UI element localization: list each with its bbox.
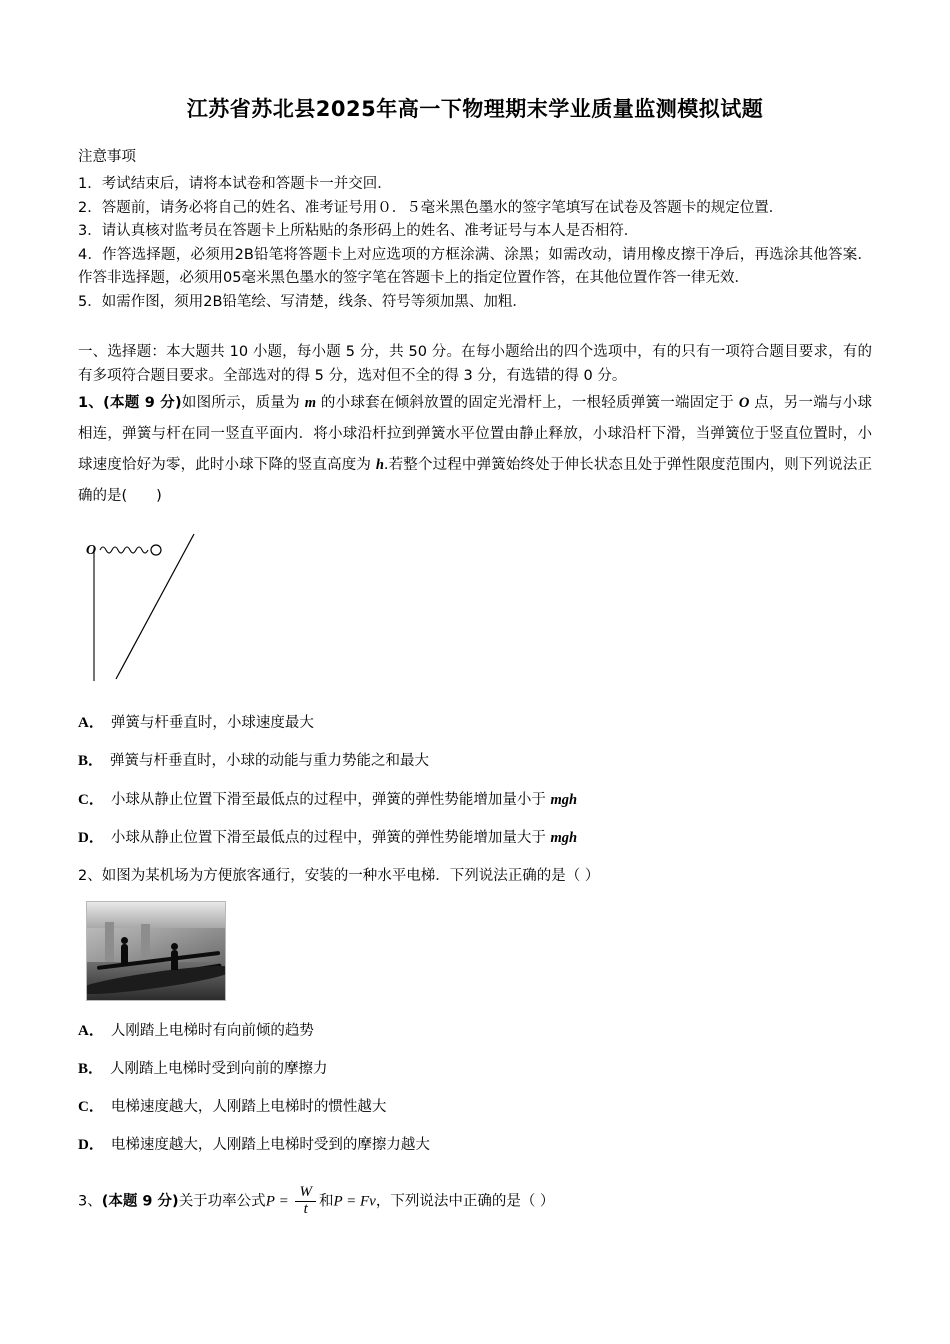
section-one-instructions: 一、选择题：本大题共 10 小题，每小题 5 分，共 50 分。在每小题给出的四个选项中，有的只有一项符合题目要求，有的有多项符合题目要求。全部选对的得 5 分，选对但不全的得 3 分，有选错的得 0 分。: [78, 344, 872, 385]
question-2-option-d: D． 电梯速度越大，人刚踏上电梯时受到的摩擦力越大: [78, 1137, 430, 1154]
question-1-number: 1、: [78, 395, 104, 412]
origin-label: O: [86, 543, 97, 559]
question-2-option-b: B． 人刚踏上电梯时受到向前的摩擦力: [78, 1060, 328, 1077]
question-2-option-a: A． 人刚踏上电梯时有向前倾的趋势: [78, 1022, 314, 1039]
moving-walkway-photo: [86, 901, 226, 1001]
notice-line: 3．请认真核对监考员在答题卡上所粘贴的条形码上的姓名、准考证号与本人是否相符．: [78, 223, 639, 240]
inclined-rod-spring-figure: [86, 529, 236, 689]
power-formula-1: P = $\frac{W}{t}$: [266, 1185, 319, 1218]
question-3-stem: 3、(本题 9 分)关于功率公式P = $\frac{W}{t}$ 和P = Fv，下列说法中正确的是（ ）: [78, 1184, 555, 1218]
notice-line: 2．答题前，请务必将自己的姓名、准考证号用０．５毫米黑色墨水的签字笔填写在试卷及答题卡的规定位置．: [78, 199, 784, 216]
notice-line: 1．考试结束后，请将本试卷和答题卡一并交回．: [78, 176, 392, 193]
page-title: 江苏省苏北县2025年高一下物理期末学业质量监测模拟试题: [186, 97, 764, 121]
question-1-mark: (本题 9 分): [103, 395, 182, 412]
person-head: [171, 943, 178, 950]
question-1-option-c: C． 小球从静止位置下滑至最低点的过程中，弹簧的弹性势能增加量小于 mgh: [78, 791, 578, 808]
question-2-number: 2、: [78, 868, 102, 885]
fraction: $\frac{W}{t}$: [295, 1185, 316, 1218]
person-head: [121, 937, 128, 944]
notice-line: 4．作答选择题，必须用2B铅笔将答题卡上对应选项的方框涂满、涂黑；如需改动，请用橡皮擦干净后，再选涂其他答案．作答非选择题，必须用05毫米黑色墨水的签字笔在答题卡上的指定位置作答，在其他位置作答一律无效．: [78, 246, 872, 287]
notice-heading: 注意事项: [78, 149, 136, 166]
question-2-stem: 2、如图为某机场为方便旅客通行，安装的一种水平电梯．下列说法正确的是（ ）: [78, 868, 600, 885]
question-3-mark: (本题 9 分): [101, 1193, 179, 1210]
question-3-number: 3、: [78, 1193, 102, 1210]
figure-drawing: [86, 529, 236, 689]
notice-line: 5．如需作图，须用2B铅笔绘、写清楚，线条、符号等须加黑、加粗．: [78, 293, 527, 310]
question-1-option-a: A． 弹簧与杆垂直时，小球速度最大: [78, 715, 314, 732]
question-2-option-c: C． 电梯速度越大，人刚踏上电梯时的惯性越大: [78, 1099, 387, 1116]
question-1-stem: 1、(本题 9 分)如图所示，质量为 m 的小球套在倾斜放置的固定光滑杆上，一根轻质弹簧一端固定于 O 点，另一端与小球相连，弹簧与杆在同一竖直平面内．将小球沿杆拉到弹簧水平位置由静止释放，小球沿杆下滑，当弹簧位于竖直位置时，小球速度恰好为零，此时小球下降的竖直高度为 h.若整个过程中弹簧始终处于伸长状态且处于弹性限度范围内，则下列说法正确的是( ): [78, 395, 873, 504]
question-1-option-b: B． 弹簧与杆垂直时，小球的动能与重力势能之和最大: [78, 753, 430, 770]
person: [171, 950, 178, 970]
power-formula-2: P = Fv: [333, 1193, 376, 1210]
person: [121, 944, 128, 966]
question-1-option-d: D． 小球从静止位置下滑至最低点的过程中，弹簧的弹性势能增加量大于 mgh: [78, 829, 578, 846]
